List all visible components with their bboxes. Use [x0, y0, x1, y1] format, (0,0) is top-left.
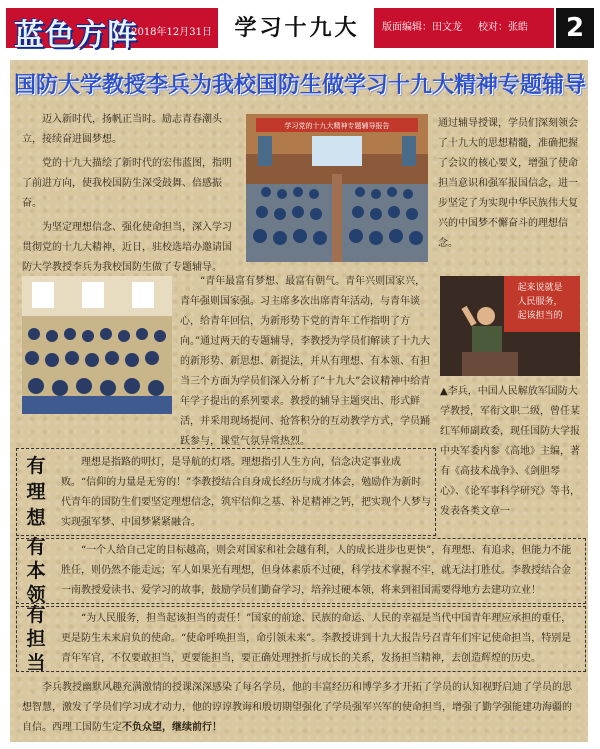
section-responsibility-label: 有 担 当 [26, 604, 46, 674]
professor-caption [440, 382, 580, 554]
section-skills-label: 有 本 领 [26, 536, 46, 606]
professor-photo [440, 276, 580, 376]
section-responsibility-text: “为人民服务，担当起该担当的责任！”国家的前途、民族的命运、人民的幸福是当代中国青年理应承担的重任，更是防生未来肩负的使命。“使命呼唤担当，命引领未来”。李教授讲到十九大报告号召青年们牢记使命担当，特别是青年军官，不仅要敢担当，更要能担当，要正确处理挫折与成长的关系，发扬担当精神，去创造辉煌的历史。 [61, 613, 572, 664]
paragraph-1: 迈入新时代，扬帆正当时。励志青春潮头立，接续奋进圆梦想。 [22, 114, 222, 145]
paragraph-2: 党的十九大描绘了新时代的宏伟蓝图，指明了前进方向，使我校国防生深受鼓舞、倍感振奋。 [22, 158, 232, 209]
layout-editor: 版面编辑：田文龙 [382, 22, 462, 33]
section-title: 学习十九大 [234, 15, 360, 41]
intro-column [22, 110, 240, 278]
editor-credits [374, 8, 554, 48]
screen-text-3: 起该担当的 [517, 311, 563, 321]
body-paragraph-top [180, 272, 432, 447]
section-responsibility [16, 606, 586, 672]
section-skills-text: “一个人给自己定的目标越高，则会对国家和社会越有利，人的成长进步也更快”，有理想、有追求，但能力不能胜任，则仍然不能走远；军人如果光有理想，但身体素质不过硬，科学技术掌握不牢，就无法打胜仗。李教授结合金一南教授爱读书、爱学习的故事，鼓励学员们勤奋学习，培养过硬本领，将来到祖国需要得地方去建功立业！ [61, 545, 572, 596]
right-column [438, 114, 580, 254]
banner-text: 学习党的十九大精神专题辅导报告 [284, 122, 390, 130]
paragraph-3: 为坚定理想信念、强化使命担当，深入学习贯彻党的十九大精神，近日，驻校选培办邀请国防大学教授李兵为我校国防生做了专题辅导。 [22, 222, 232, 273]
issue-date: 2018年12月31日 [131, 27, 212, 38]
closing-text: 李兵教授幽默风趣充满激情的授课深深感染了每名学员，他的丰富经历和博学多才开拓了学员的认知视野启迪了学员的思想智慧，激发了学员们学习成才动力，他的谆谆教诲和殷切期望强化了学员强军兴军的使命担当，增强了勤学强能建功海疆的自信。西理工国防生定 [22, 682, 572, 733]
body-paragraph-tail [22, 418, 434, 442]
section-skills [16, 538, 586, 604]
lecture-hall-photo [246, 114, 428, 262]
proofreader: 校对：张皓 [478, 22, 528, 33]
section-ideals [16, 448, 436, 536]
screen-text-2: 人民服务， [517, 297, 563, 307]
article-headline: 国防大学教授李兵为我校国防生做学习十九大精神专题辅导 [14, 72, 587, 98]
closing-paragraph [22, 678, 580, 738]
paragraph-4: “青年最富有梦想、最富有朝气。青年兴则国家兴，青年强则国家强。习主席多次出席青年活动，与青年谈心，给青年回信，为新形势下党的青年工作指明了方向。”通过两天的专题辅导，李教授为学员们解读了十九大的新形势、新思想、新提法，并从有理想、有本领、有担当三个方面为学员们深入分析了“十九大”会议精神中给青年学子提出的系列要求。教授的辅导主题突出、形式鲜活，并采用现场提问、抢答积分的互动教学方式，学员踊跃参与，课堂气氛异常热烈。 [180, 276, 431, 447]
screen-text-1: 起来说就是 [517, 283, 563, 293]
masthead [6, 8, 218, 53]
section-ideals-text: 理想是指路的明灯，是导航的灯塔。理想指引人生方向，信念决定事业成败。“信仰的力量是无穷的！”李教授结合自身成长经历与成才体会，勉励作为新时代青年的国防生们要坚定理想信念，筑牢信仰之基、补足精神之钙，把实现个人梦与实现强军梦、中国梦紧紧融合。 [61, 457, 431, 528]
brand-title: 蓝色方阵 [14, 18, 138, 53]
caption-text: ▲李兵，中国人民解放军国防大学教授，军衔文职二级，曾任某红军师副政委，现任国防大学报中央军委内参《高地》主编，著有《高技术战争》、《剑胆琴心》、《论军事科学研究》等书，发表各类文章一 [440, 386, 580, 517]
page-number: 2 [556, 8, 594, 48]
closing-emphasis: 不负众望，继续前行！ [122, 722, 222, 733]
cadets-photo [22, 276, 172, 414]
right-column-text: 通过辅导授课，学员们深刻领会了十九大的思想精髓，准确把握了会议的核心要义，增强了使命担当意识和强军报国信念，进一步坚定了为实现中华民族伟大复兴的中国梦不懈奋斗的理想信念。 [438, 118, 578, 249]
section-ideals-label: 有 理 想 [26, 455, 46, 529]
